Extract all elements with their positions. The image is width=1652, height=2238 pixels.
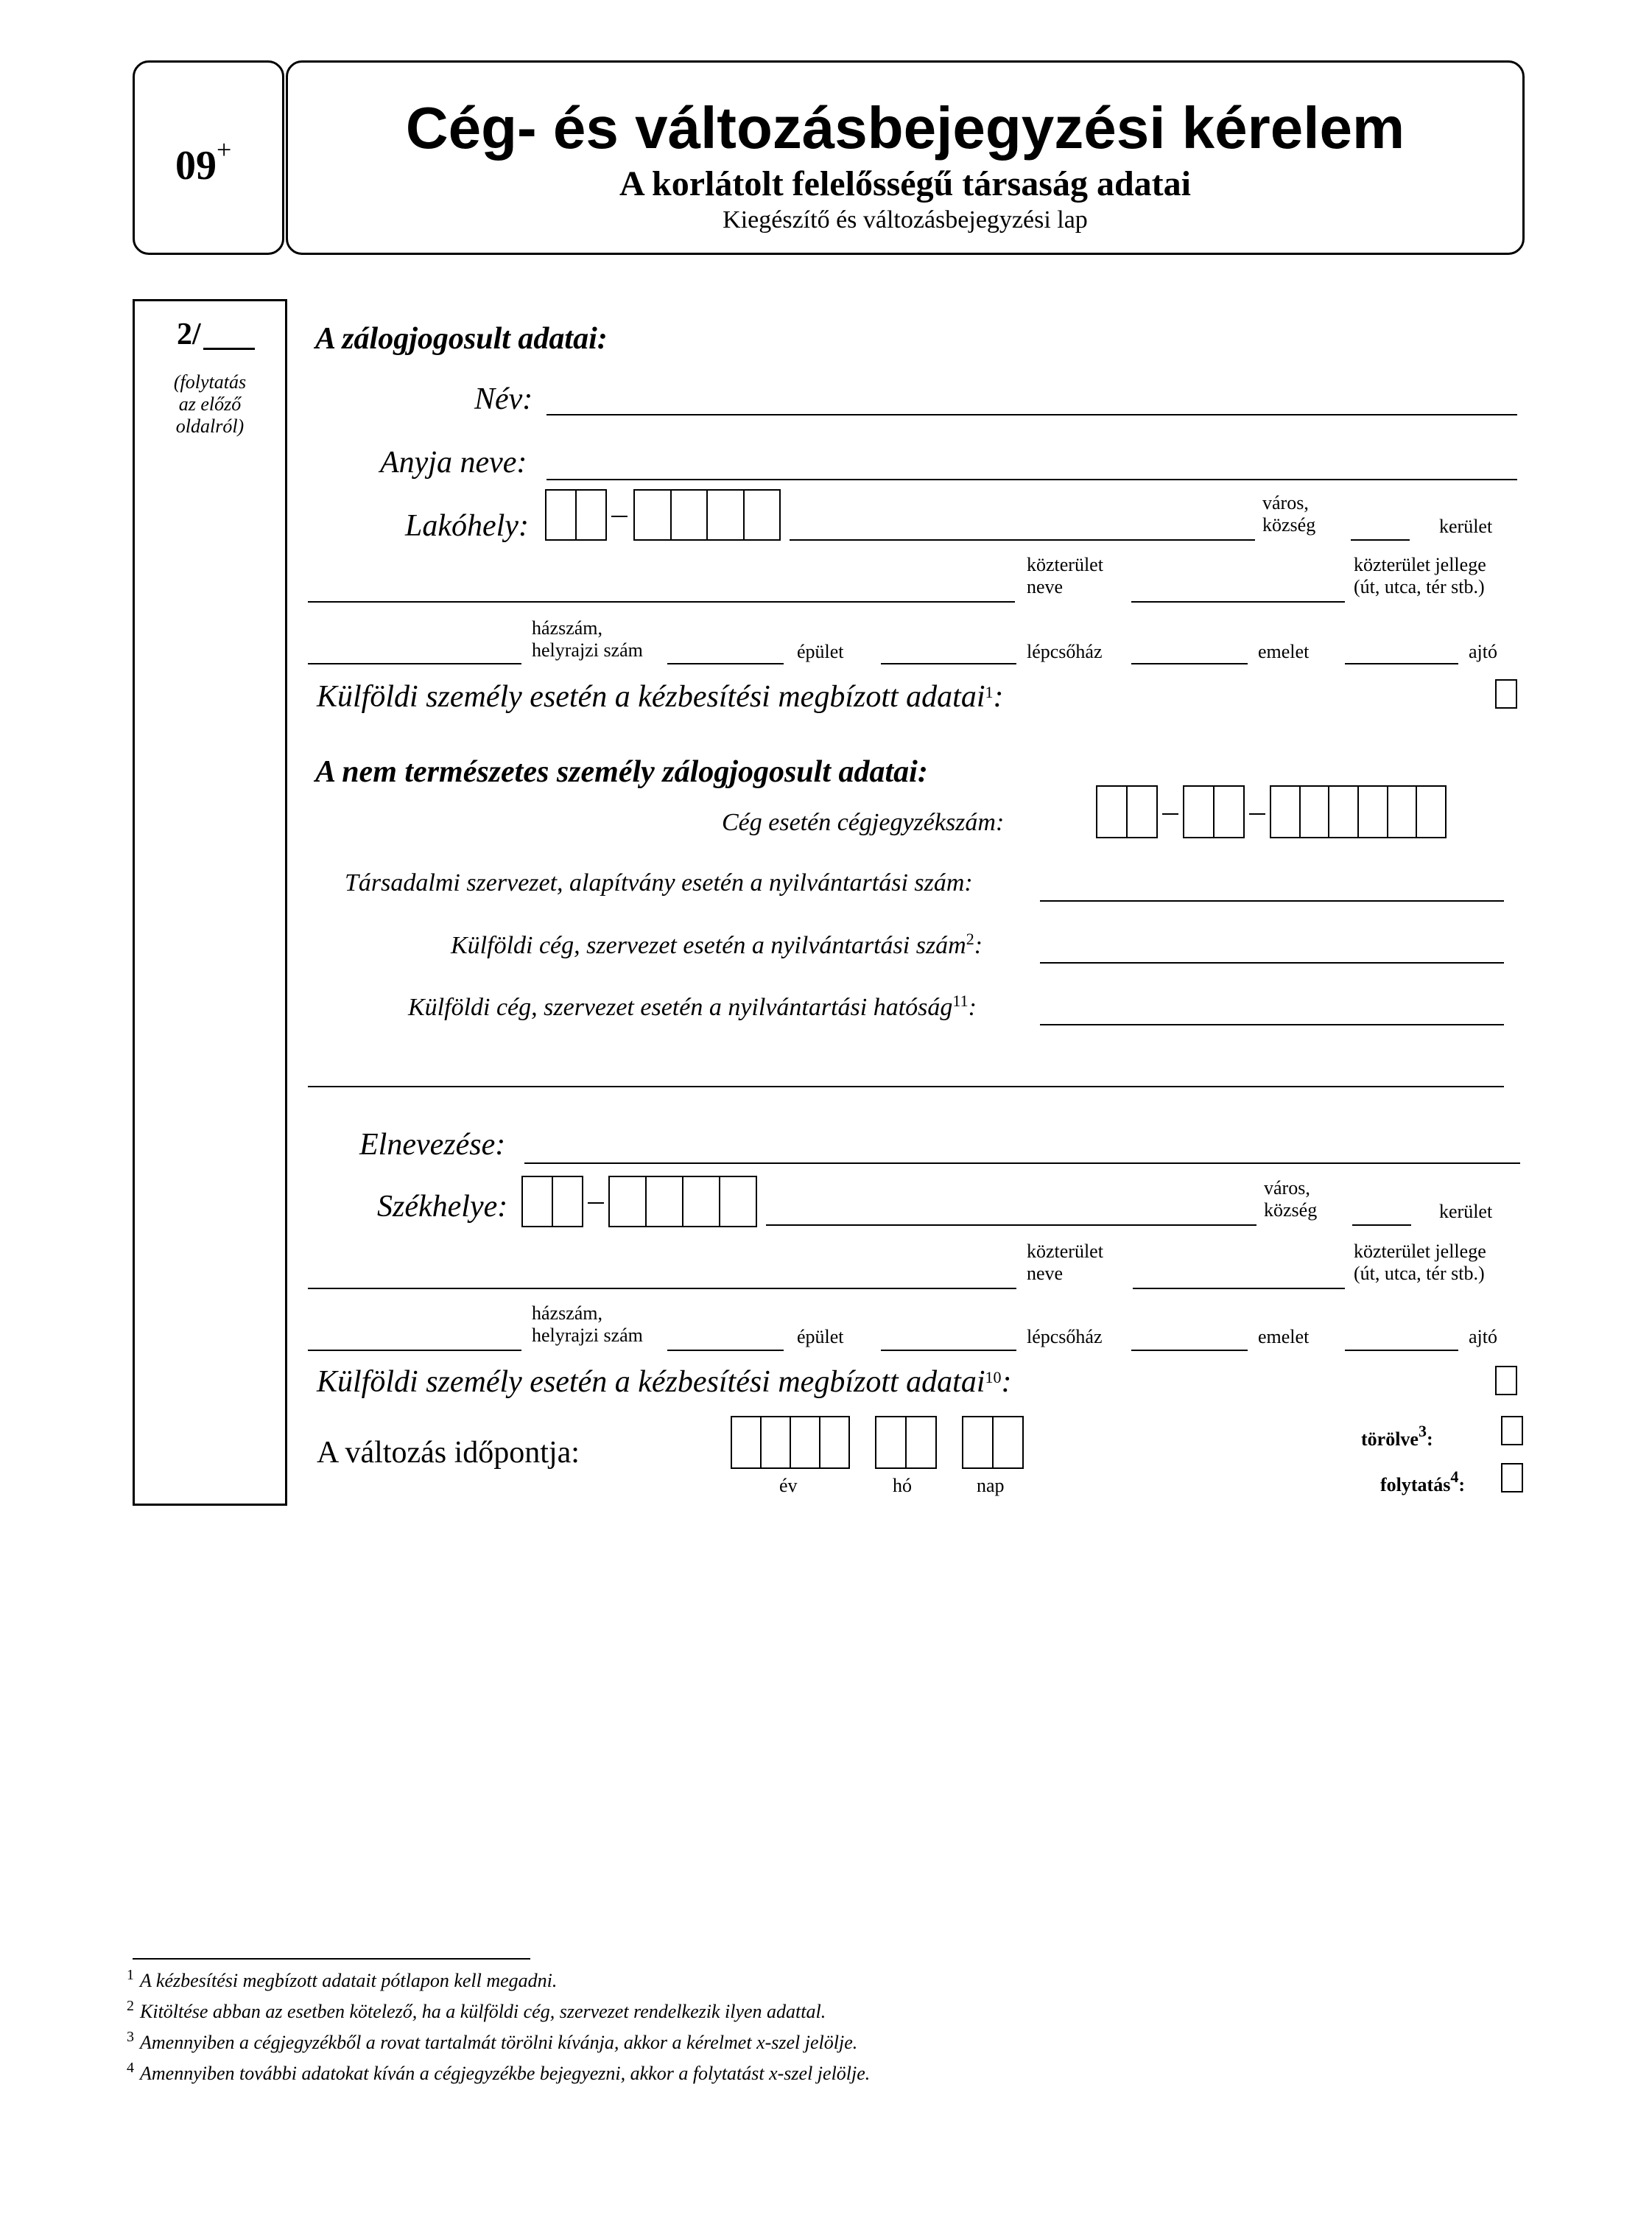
house-number-label: házszám, helyrajzi szám	[532, 1302, 643, 1346]
company-reg-court-input[interactable]	[1096, 785, 1158, 838]
deleted-checkbox[interactable]	[1501, 1416, 1523, 1445]
residence-door-field[interactable]	[1345, 663, 1458, 664]
seat-street-type-field[interactable]	[1133, 1288, 1345, 1289]
footnote-divider	[133, 1958, 530, 1960]
footnote-2: $^2$ Kitöltése abban az esetben kötelező, ha a külföldi cég, szervezet rendelkezik ilyen adattal.	[127, 1998, 826, 2022]
door-label: ajtó	[1469, 1326, 1497, 1347]
foreign-authority-field[interactable]	[1040, 1024, 1504, 1025]
residence-postal-code-input[interactable]	[633, 489, 781, 541]
door-label: ajtó	[1469, 641, 1497, 662]
footnote-1: $^1$ A kézbesítési megbízott adatait pótlapon kell megadni.	[127, 1967, 558, 1991]
seat-district-field[interactable]	[1352, 1224, 1411, 1226]
continuation-checkbox[interactable]	[1501, 1463, 1523, 1492]
dash	[611, 516, 628, 517]
foreign-reg-number-field[interactable]	[1040, 962, 1504, 964]
residence-street-type-field[interactable]	[1131, 601, 1345, 603]
floor-label: emelet	[1258, 1326, 1310, 1347]
entity-name-field[interactable]	[524, 1162, 1520, 1164]
street-type-label: közterület jellege (út, utca, tér stb.)	[1354, 1241, 1486, 1284]
seat-floor-field[interactable]	[1131, 1350, 1248, 1351]
name-label: Név:	[474, 382, 533, 416]
page-subsubtitle: Kiegészítő és változásbejegyzési lap	[723, 206, 1088, 234]
seat-house-number-field[interactable]	[308, 1350, 521, 1351]
dash	[1249, 813, 1265, 815]
page-number: 2/	[177, 318, 201, 351]
seat-street-field[interactable]	[308, 1288, 1016, 1289]
district-label: kerület	[1439, 1201, 1493, 1222]
residence-street-field[interactable]	[308, 601, 1015, 603]
change-month-input[interactable]	[875, 1416, 937, 1469]
company-reg-type-input[interactable]	[1183, 785, 1245, 838]
change-date-label: A változás időpontja:	[317, 1436, 580, 1470]
sidebar	[133, 299, 287, 1506]
deleted-label: törölve$^3$:	[1361, 1422, 1433, 1450]
footnote-3: $^3$ Amennyiben a cégjegyzékből a rovat tartalmát törölni kívánja, akkor a kérelmet x-szel jelölje.	[127, 2029, 858, 2053]
page-subtitle: A korlátolt felelősségű társaság adatai	[619, 164, 1191, 203]
mother-name-field[interactable]	[546, 479, 1517, 480]
foreign-agent-label: Külföldi személy esetén a kézbesítési megbízott adatai$^1$:	[317, 680, 1004, 714]
building-label: épület	[797, 641, 844, 662]
month-label: hó	[893, 1475, 912, 1496]
change-day-input[interactable]	[962, 1416, 1024, 1469]
foreign-authority-field-continued[interactable]	[308, 1086, 1504, 1087]
seat-building-field[interactable]	[667, 1350, 784, 1351]
district-label: kerület	[1439, 516, 1493, 537]
footnote-4: $^4$ Amennyiben további adatokat kíván a cégjegyzékbe bejegyezni, akkor a folytatást x-szel jelölje.	[127, 2060, 871, 2084]
city-label: város, község	[1262, 492, 1316, 536]
residence-building-field[interactable]	[667, 663, 784, 664]
residence-district-field[interactable]	[1351, 539, 1410, 541]
seat-country-code-input[interactable]	[521, 1176, 583, 1227]
street-name-label: közterület neve	[1027, 1241, 1103, 1284]
entity-name-label: Elnevezése:	[359, 1128, 506, 1162]
residence-house-number-field[interactable]	[308, 663, 521, 664]
foreign-authority-label: Külföldi cég, szervezet esetén a nyilvántartási hatóság$^{11}$:	[408, 992, 977, 1021]
residence-label: Lakóhely:	[405, 509, 529, 543]
ngo-reg-field[interactable]	[1040, 900, 1504, 902]
foreign-reg-number-label: Külföldi cég, szervezet esetén a nyilvántartási szám$^2$:	[451, 930, 983, 959]
seat-label: Székhelye:	[377, 1190, 508, 1224]
dash	[588, 1202, 604, 1204]
dash	[1162, 813, 1178, 815]
page-title: Cég- és változásbejegyzési kérelem	[405, 95, 1405, 161]
seat-city-field[interactable]	[766, 1224, 1256, 1226]
section-heading-legal-entity: A nem természetes személy zálogjogosult adatai:	[315, 755, 928, 789]
staircase-label: lépcsőház	[1027, 1326, 1103, 1347]
residence-country-code-input[interactable]	[545, 489, 607, 541]
staircase-label: lépcsőház	[1027, 641, 1103, 662]
foreign-agent-checkbox[interactable]	[1495, 679, 1517, 709]
residence-staircase-field[interactable]	[881, 663, 1016, 664]
foreign-agent-label-2: Külföldi személy esetén a kézbesítési megbízott adatai$^{10}$:	[317, 1365, 1012, 1399]
section-heading-pledgee: A zálogjogosult adatai:	[315, 322, 608, 356]
company-reg-number-input[interactable]	[1270, 785, 1447, 838]
change-year-input[interactable]	[731, 1416, 850, 1469]
mother-name-label: Anyja neve:	[380, 446, 527, 480]
company-reg-label: Cég esetén cégjegyzékszám:	[722, 809, 1005, 836]
year-label: év	[779, 1475, 798, 1496]
day-label: nap	[977, 1475, 1005, 1496]
street-name-label: közterület neve	[1027, 554, 1103, 597]
seat-staircase-field[interactable]	[881, 1350, 1016, 1351]
floor-label: emelet	[1258, 641, 1310, 662]
building-label: épület	[797, 1326, 844, 1347]
house-number-label: házszám, helyrajzi szám	[532, 617, 643, 661]
seat-door-field[interactable]	[1345, 1350, 1458, 1351]
name-field[interactable]	[546, 414, 1517, 415]
city-label: város, község	[1264, 1177, 1318, 1221]
ngo-reg-label: Társadalmi szervezet, alapítvány esetén a nyilvántartási szám:	[345, 869, 973, 897]
street-type-label: közterület jellege (út, utca, tér stb.)	[1354, 554, 1486, 597]
form-code: 09+	[175, 135, 232, 189]
continuation-note: (folytatás az előző oldalról)	[173, 371, 247, 437]
seat-postal-code-input[interactable]	[608, 1176, 757, 1227]
residence-city-field[interactable]	[790, 539, 1255, 541]
continuation-label: folytatás$^4$:	[1380, 1467, 1465, 1495]
residence-floor-field[interactable]	[1131, 663, 1248, 664]
page-number-field[interactable]	[203, 348, 255, 350]
foreign-agent-checkbox-2[interactable]	[1495, 1366, 1517, 1395]
